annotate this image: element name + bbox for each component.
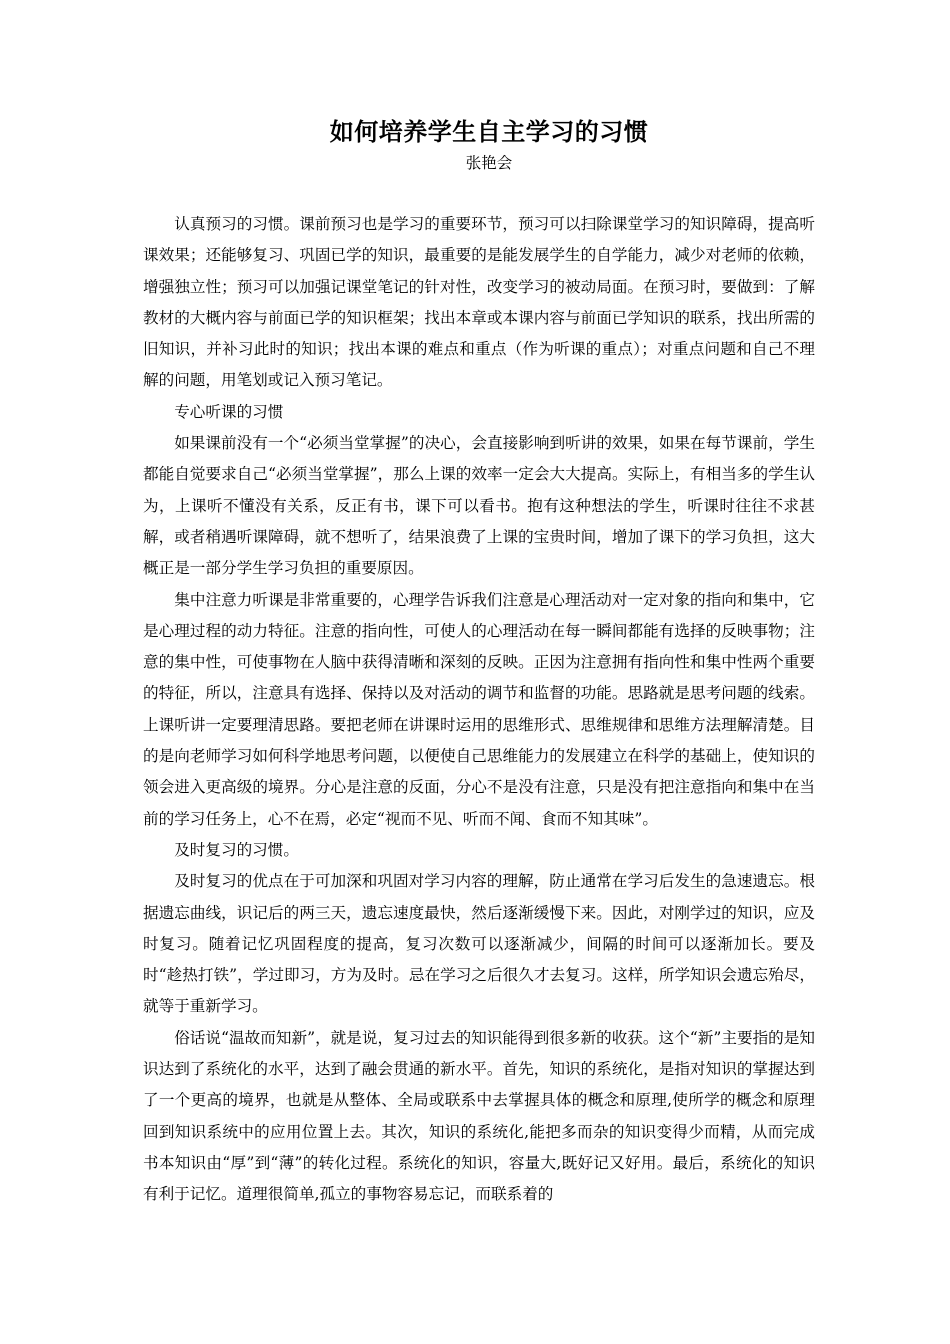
paragraph: 及时复习的优点在于可加深和巩固对学习内容的理解，防止通常在学习后发生的急速遗忘。根据遗忘曲线，识记后的两三天，遗忘速度最快，然后逐渐缓慢下来。因此，对刚学过的知识，应及时复习。随着记忆巩固程度的提高，复习次数可以逐渐减少，间隔的时间可以逐渐加长。要及时“趁热打铁”，学过即习，方为及时。忌在学习之后很久才去复习。这样，所学知识会遗忘殆尽，就等于重新学习。 [143, 872, 815, 1016]
document-body [143, 209, 815, 1211]
paragraph: 及时复习的习惯。 [174, 840, 299, 859]
paragraph: 集中注意力听课是非常重要的，心理学告诉我们注意是心理活动对一定对象的指向和集中，它是心理过程的动力特征。注意的指向性，可使人的心理活动在每一瞬间都能有选择的反映事物；注意的集中性，可使事物在人脑中获得清晰和深刻的反映。正因为注意拥有指向性和集中性两个重要的特征，所以，注意具有选择、保持以及对活动的调节和监督的功能。思路就是思考问题的线索。上课听讲一定要理清思路。要把老师在讲课时运用的思维形式、思维规律和思维方法理解清楚。目的是向老师学习如何科学地思考问题，以便使自己思维能力的发展建立在科学的基础上，使知识的领会进入更高级的境界。分心是注意的反面，分心不是没有注意，只是没有把注意指向和集中在当前的学习任务上，心不在焉，必定“视而不见、听而不闻、食而不知其味”。 [143, 590, 815, 828]
paragraph: 如果课前没有一个“必须当堂掌握”的决心，会直接影响到听讲的效果，如果在每节课前，学生都能自觉要求自己“必须当堂掌握”，那么上课的效率一定会大大提高。实际上，有相当多的学生认为，上课听不懂没有关系，反正有书，课下可以看书。抱有这种想法的学生，听课时往往不求甚解，或者稍遇听课障碍，就不想听了，结果浪费了上课的宝贵时间，增加了课下的学习负担，这大概正是一部分学生学习负担的重要原因。 [143, 434, 815, 578]
document-title: 如何培养学生自主学习的习惯 [329, 117, 649, 146]
document-author: 张艳会 [465, 154, 513, 172]
paragraph: 认真预习的习惯。课前预习也是学习的重要环节，预习可以扫除课堂学习的知识障碍，提高听课效果；还能够复习、巩固已学的知识，最重要的是能发展学生的自学能力，减少对老师的依赖，增强独立性；预习可以加强记课堂笔记的针对性，改变学习的被动局面。在预习时，要做到：了解教材的大概内容与前面已学的知识框架；找出本章或本课内容与前面已学知识的联系，找出所需的旧知识，并补习此时的知识；找出本课的难点和重点（作为听课的重点）；对重点问题和自己不理解的问题，用笔划或记入预习笔记。 [143, 215, 815, 390]
paragraph: 专心听课的习惯 [174, 402, 284, 421]
paragraph: 俗话说“温故而知新”，就是说，复习过去的知识能得到很多新的收获。这个“新”主要指的是知识达到了系统化的水平，达到了融会贯通的新水平。首先，知识的系统化，是指对知识的掌握达到了一个更高的境界，也就是从整体、全局或联系中去掌握具体的概念和原理,使所学的概念和原理回到知识系统中的应用位置上去。其次，知识的系统化,能把多而杂的知识变得少而精，从而完成书本知识由“厚”到“薄”的转化过程。系统化的知识，容量大,既好记又好用。最后，系统化的知识有利于记忆。道理很简单,孤立的事物容易忘记，而联系着的 [143, 1028, 815, 1204]
